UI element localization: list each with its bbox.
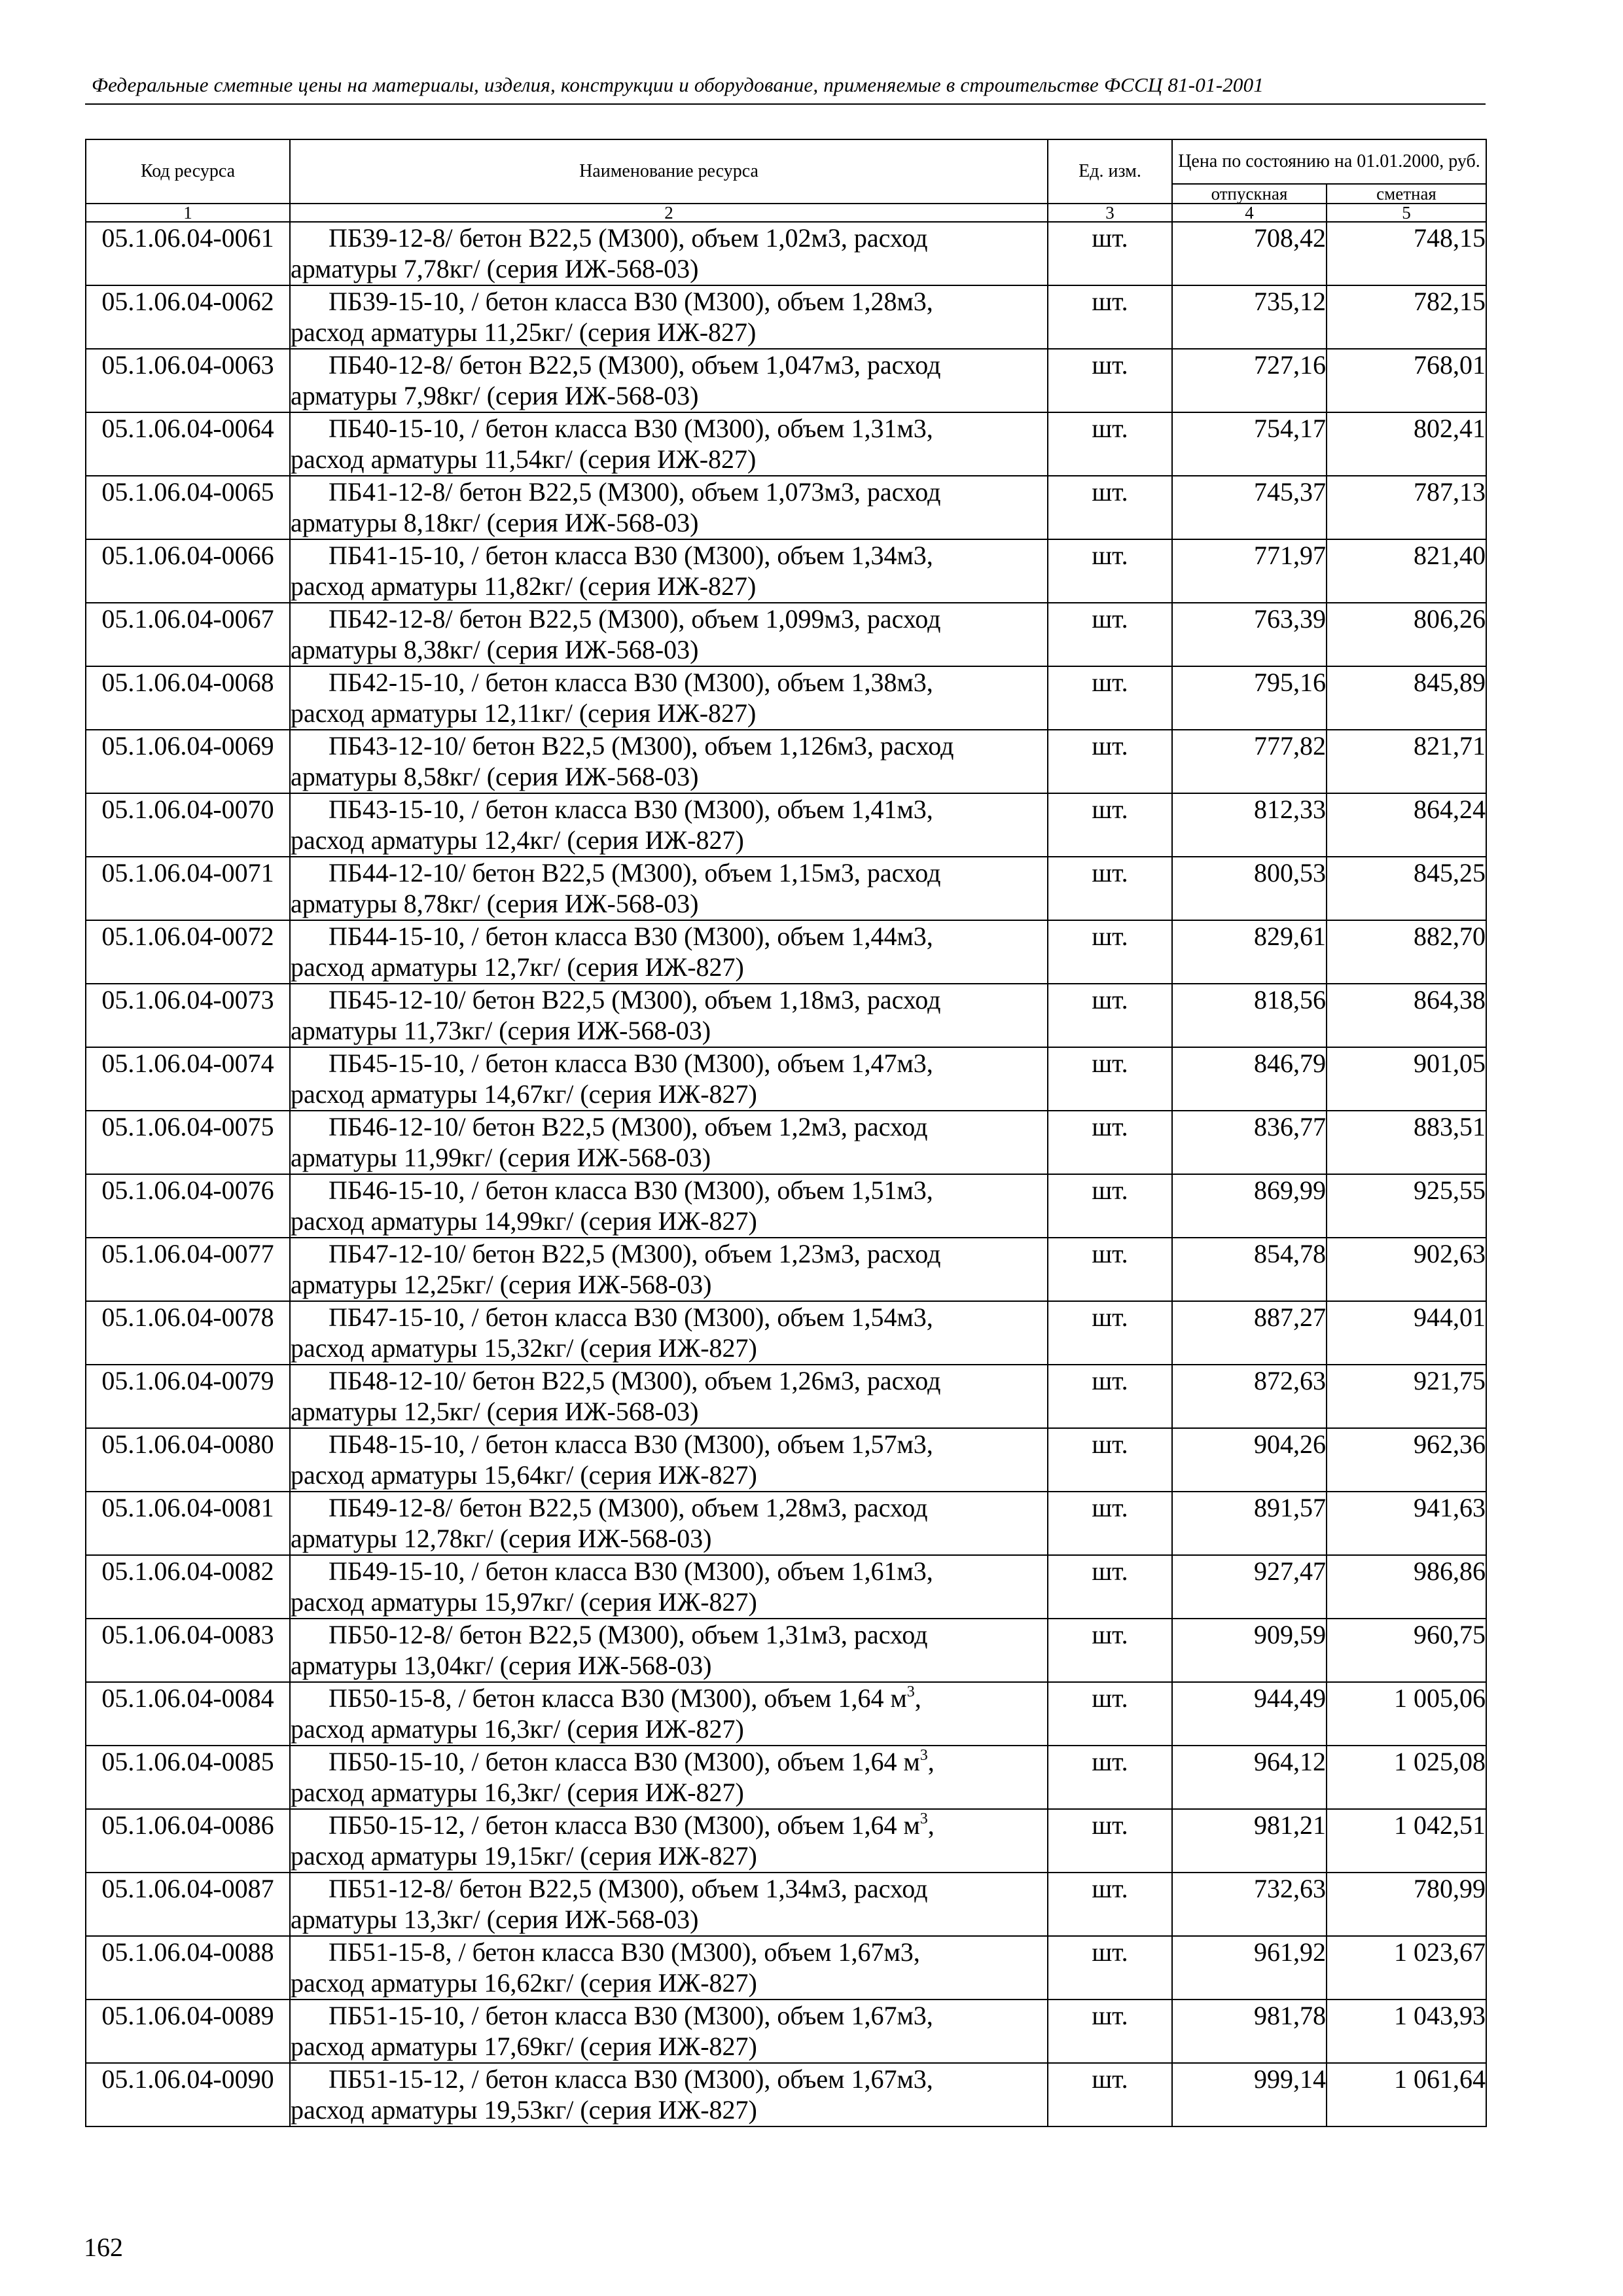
unit: шт. bbox=[1048, 730, 1172, 793]
resource-name-line bbox=[291, 350, 1047, 380]
unit: шт. bbox=[1048, 793, 1172, 857]
resource-name-line: арматуры 12,78кг/ (серия ИЖ-568-03) bbox=[291, 1524, 712, 1553]
resource-name-line: арматуры 8,78кг/ (серия ИЖ-568-03) bbox=[291, 889, 699, 918]
resource-name-line bbox=[291, 667, 1047, 698]
resource-name-line bbox=[291, 921, 1047, 952]
name-text: ПБ50-15-12, / бетон класса В30 (М300), объем 1,64 м bbox=[329, 1810, 920, 1840]
name-text: ПБ39-15-10, / бетон класса В30 (М300), объем 1,28м3, bbox=[329, 287, 933, 316]
name-text: ПБ50-12-8/ бетон В22,5 (М300), объем 1,31м3, расход bbox=[329, 1620, 928, 1649]
estimate-price: 1 023,67 bbox=[1327, 1936, 1486, 2000]
resource-name bbox=[290, 1428, 1048, 1492]
name-text: ПБ46-15-10, / бетон класса В30 (М300), объем 1,51м3, bbox=[329, 1175, 933, 1205]
resource-code: 05.1.06.04-0068 bbox=[86, 666, 290, 730]
unit: шт. bbox=[1048, 2063, 1172, 2126]
release-price: 964,12 bbox=[1172, 1746, 1327, 1809]
table-row bbox=[86, 1873, 1486, 1936]
resource-code: 05.1.06.04-0065 bbox=[86, 476, 290, 539]
table-row bbox=[86, 857, 1486, 920]
column-number: 3 bbox=[1048, 204, 1172, 222]
estimate-price: 960,75 bbox=[1327, 1619, 1486, 1682]
name-text: ПБ44-15-10, / бетон класса В30 (М300), объем 1,44м3, bbox=[329, 922, 933, 951]
unit: шт. bbox=[1048, 1365, 1172, 1428]
unit: шт. bbox=[1048, 349, 1172, 412]
resource-name-line: арматуры 13,3кг/ (серия ИЖ-568-03) bbox=[291, 1905, 699, 1934]
name-text: ПБ42-15-10, / бетон класса В30 (М300), объем 1,38м3, bbox=[329, 668, 933, 697]
resource-code: 05.1.06.04-0070 bbox=[86, 793, 290, 857]
resource-name bbox=[290, 730, 1048, 793]
resource-name-line: арматуры 8,38кг/ (серия ИЖ-568-03) bbox=[291, 635, 699, 664]
resource-name-line bbox=[291, 1810, 1047, 1840]
release-price: 727,16 bbox=[1172, 349, 1327, 412]
unit: шт. bbox=[1048, 1619, 1172, 1682]
release-price: 869,99 bbox=[1172, 1174, 1327, 1238]
resource-code: 05.1.06.04-0069 bbox=[86, 730, 290, 793]
resource-name bbox=[290, 412, 1048, 476]
unit: шт. bbox=[1048, 857, 1172, 920]
column-number: 4 bbox=[1172, 204, 1327, 222]
name-text: ПБ40-12-8/ бетон В22,5 (М300), объем 1,047м3, расход bbox=[329, 350, 941, 380]
resource-code: 05.1.06.04-0081 bbox=[86, 1492, 290, 1555]
resource-name-line: расход арматуры 16,3кг/ (серия ИЖ-827) bbox=[291, 1778, 744, 1807]
unit: шт. bbox=[1048, 603, 1172, 666]
table-row bbox=[86, 285, 1486, 349]
table-row bbox=[86, 1238, 1486, 1301]
name-text: ПБ47-15-10, / бетон класса В30 (М300), объем 1,54м3, bbox=[329, 1302, 933, 1332]
estimate-price: 944,01 bbox=[1327, 1301, 1486, 1365]
resource-name-line bbox=[291, 1492, 1047, 1523]
header-name: Наименование ресурса bbox=[290, 139, 1048, 204]
resource-code: 05.1.06.04-0064 bbox=[86, 412, 290, 476]
release-price: 999,14 bbox=[1172, 2063, 1327, 2126]
resource-name-line: расход арматуры 12,11кг/ (серия ИЖ-827) bbox=[291, 698, 757, 728]
unit: шт. bbox=[1048, 1746, 1172, 1809]
resource-name-line bbox=[291, 1048, 1047, 1079]
table-row bbox=[86, 1174, 1486, 1238]
release-price: 891,57 bbox=[1172, 1492, 1327, 1555]
unit: шт. bbox=[1048, 1111, 1172, 1174]
name-text: ПБ50-15-10, / бетон класса В30 (М300), объем 1,64 м bbox=[329, 1747, 920, 1776]
resource-code: 05.1.06.04-0088 bbox=[86, 1936, 290, 2000]
name-text: ПБ41-12-8/ бетон В22,5 (М300), объем 1,073м3, расход bbox=[329, 477, 941, 507]
name-tail: , bbox=[927, 1810, 935, 1840]
name-text: ПБ46-12-10/ бетон В22,5 (М300), объем 1,2м3, расход bbox=[329, 1112, 928, 1141]
resource-name-line bbox=[291, 1238, 1047, 1269]
resource-name-line: расход арматуры 19,15кг/ (серия ИЖ-827) bbox=[291, 1841, 757, 1871]
release-price: 846,79 bbox=[1172, 1047, 1327, 1111]
release-price: 795,16 bbox=[1172, 666, 1327, 730]
unit: шт. bbox=[1048, 1873, 1172, 1936]
resource-name bbox=[290, 1619, 1048, 1682]
resource-name-line bbox=[291, 1619, 1047, 1650]
resource-name-line: расход арматуры 11,54кг/ (серия ИЖ-827) bbox=[291, 444, 757, 474]
resource-name-line: арматуры 13,04кг/ (серия ИЖ-568-03) bbox=[291, 1651, 712, 1680]
table-row bbox=[86, 1301, 1486, 1365]
resource-name bbox=[290, 984, 1048, 1047]
release-price: 829,61 bbox=[1172, 920, 1327, 984]
resource-name bbox=[290, 666, 1048, 730]
name-text: ПБ45-12-10/ бетон В22,5 (М300), объем 1,18м3, расход bbox=[329, 985, 941, 1014]
resource-name-line bbox=[291, 857, 1047, 888]
name-tail: , bbox=[914, 1683, 921, 1713]
resource-name bbox=[290, 2000, 1048, 2063]
column-number: 5 bbox=[1327, 204, 1486, 222]
estimate-price: 845,89 bbox=[1327, 666, 1486, 730]
name-text: ПБ51-15-12, / бетон класса В30 (М300), объем 1,67м3, bbox=[329, 2064, 933, 2094]
resource-name bbox=[290, 349, 1048, 412]
unit: шт. bbox=[1048, 2000, 1172, 2063]
superscript: 3 bbox=[906, 1683, 915, 1700]
resource-name-line: арматуры 8,58кг/ (серия ИЖ-568-03) bbox=[291, 762, 699, 791]
estimate-price: 1 061,64 bbox=[1327, 2063, 1486, 2126]
resource-code: 05.1.06.04-0072 bbox=[86, 920, 290, 984]
name-text: ПБ47-12-10/ бетон В22,5 (М300), объем 1,23м3, расход bbox=[329, 1239, 941, 1268]
unit: шт. bbox=[1048, 1238, 1172, 1301]
running-header: Федеральные сметные цены на материалы, изделия, конструкции и оборудование, применяемые в строительстве ФССЦ 81-01-2001 bbox=[92, 73, 1264, 96]
name-text: ПБ43-15-10, / бетон класса В30 (М300), объем 1,41м3, bbox=[329, 795, 933, 824]
unit: шт. bbox=[1048, 476, 1172, 539]
estimate-price: 1 042,51 bbox=[1327, 1809, 1486, 1873]
unit: шт. bbox=[1048, 222, 1172, 285]
resource-name bbox=[290, 857, 1048, 920]
header-estimate-price: сметная bbox=[1327, 184, 1486, 204]
resource-name-line bbox=[291, 730, 1047, 761]
resource-name-line: расход арматуры 16,3кг/ (серия ИЖ-827) bbox=[291, 1714, 744, 1744]
name-text: ПБ50-15-8, / бетон класса В30 (М300), объем 1,64 м bbox=[329, 1683, 907, 1713]
unit: шт. bbox=[1048, 920, 1172, 984]
name-text: ПБ48-15-10, / бетон класса В30 (М300), объем 1,57м3, bbox=[329, 1429, 933, 1459]
estimate-price: 1 043,93 bbox=[1327, 2000, 1486, 2063]
name-text: ПБ51-15-10, / бетон класса В30 (М300), объем 1,67м3, bbox=[329, 2001, 933, 2030]
resource-name bbox=[290, 1555, 1048, 1619]
estimate-price: 883,51 bbox=[1327, 1111, 1486, 1174]
resource-name bbox=[290, 1682, 1048, 1746]
resource-name-line bbox=[291, 223, 1047, 253]
resource-name bbox=[290, 1809, 1048, 1873]
name-text: ПБ44-12-10/ бетон В22,5 (М300), объем 1,15м3, расход bbox=[329, 858, 941, 888]
resource-name bbox=[290, 222, 1048, 285]
name-text: ПБ51-15-8, / бетон класса В30 (М300), объем 1,67м3, bbox=[329, 1937, 920, 1967]
estimate-price: 821,40 bbox=[1327, 539, 1486, 603]
resource-name-line bbox=[291, 413, 1047, 444]
resource-code: 05.1.06.04-0074 bbox=[86, 1047, 290, 1111]
unit: шт. bbox=[1048, 1047, 1172, 1111]
resource-name bbox=[290, 1047, 1048, 1111]
unit: шт. bbox=[1048, 1492, 1172, 1555]
release-price: 904,26 bbox=[1172, 1428, 1327, 1492]
estimate-price: 1 025,08 bbox=[1327, 1746, 1486, 1809]
release-price: 771,97 bbox=[1172, 539, 1327, 603]
name-text: ПБ40-15-10, / бетон класса В30 (М300), объем 1,31м3, bbox=[329, 414, 933, 443]
unit: шт. bbox=[1048, 1428, 1172, 1492]
release-price: 927,47 bbox=[1172, 1555, 1327, 1619]
resource-name-line bbox=[291, 984, 1047, 1015]
release-price: 981,78 bbox=[1172, 2000, 1327, 2063]
resource-code: 05.1.06.04-0083 bbox=[86, 1619, 290, 1682]
resource-name-line: расход арматуры 14,99кг/ (серия ИЖ-827) bbox=[291, 1206, 757, 1236]
page-number: 162 bbox=[84, 2233, 123, 2262]
resource-name-line bbox=[291, 1175, 1047, 1206]
resource-code: 05.1.06.04-0080 bbox=[86, 1428, 290, 1492]
table-row bbox=[86, 222, 1486, 285]
resource-name-line bbox=[291, 476, 1047, 507]
table-row bbox=[86, 539, 1486, 603]
release-price: 872,63 bbox=[1172, 1365, 1327, 1428]
resource-name bbox=[290, 1365, 1048, 1428]
resource-name-line: расход арматуры 12,4кг/ (серия ИЖ-827) bbox=[291, 825, 744, 855]
resource-code: 05.1.06.04-0075 bbox=[86, 1111, 290, 1174]
resource-code: 05.1.06.04-0073 bbox=[86, 984, 290, 1047]
release-price: 800,53 bbox=[1172, 857, 1327, 920]
column-number: 2 bbox=[290, 204, 1048, 222]
resource-code: 05.1.06.04-0076 bbox=[86, 1174, 290, 1238]
table-row bbox=[86, 412, 1486, 476]
table-row bbox=[86, 1809, 1486, 1873]
name-text: ПБ51-12-8/ бетон В22,5 (М300), объем 1,34м3, расход bbox=[329, 1874, 928, 1903]
resource-name bbox=[290, 1111, 1048, 1174]
estimate-price: 782,15 bbox=[1327, 285, 1486, 349]
table-row bbox=[86, 793, 1486, 857]
header-release-price: отпускная bbox=[1172, 184, 1327, 204]
unit: шт. bbox=[1048, 984, 1172, 1047]
resource-name-line bbox=[291, 603, 1047, 634]
release-price: 777,82 bbox=[1172, 730, 1327, 793]
resource-code: 05.1.06.04-0079 bbox=[86, 1365, 290, 1428]
resource-name-line: расход арматуры 12,7кг/ (серия ИЖ-827) bbox=[291, 952, 744, 982]
header-unit: Ед. изм. bbox=[1048, 139, 1172, 204]
name-text: ПБ49-15-10, / бетон класса В30 (М300), объем 1,61м3, bbox=[329, 1556, 933, 1586]
estimate-price: 780,99 bbox=[1327, 1873, 1486, 1936]
release-price: 812,33 bbox=[1172, 793, 1327, 857]
resource-name bbox=[290, 1873, 1048, 1936]
resource-name-line: арматуры 8,18кг/ (серия ИЖ-568-03) bbox=[291, 508, 699, 537]
name-tail: , bbox=[927, 1747, 935, 1776]
release-price: 763,39 bbox=[1172, 603, 1327, 666]
name-text: ПБ41-15-10, / бетон класса В30 (М300), объем 1,34м3, bbox=[329, 541, 933, 570]
resource-code: 05.1.06.04-0067 bbox=[86, 603, 290, 666]
release-price: 981,21 bbox=[1172, 1809, 1327, 1873]
header-rule bbox=[85, 103, 1486, 105]
release-price: 961,92 bbox=[1172, 1936, 1327, 2000]
estimate-price: 748,15 bbox=[1327, 222, 1486, 285]
estimate-price: 925,55 bbox=[1327, 1174, 1486, 1238]
resource-name-line: арматуры 7,98кг/ (серия ИЖ-568-03) bbox=[291, 381, 699, 410]
resource-name bbox=[290, 2063, 1048, 2126]
resource-name bbox=[290, 1936, 1048, 2000]
table-row bbox=[86, 1746, 1486, 1809]
resource-code: 05.1.06.04-0087 bbox=[86, 1873, 290, 1936]
unit: шт. bbox=[1048, 666, 1172, 730]
table-row bbox=[86, 603, 1486, 666]
estimate-price: 787,13 bbox=[1327, 476, 1486, 539]
resource-name-line: расход арматуры 14,67кг/ (серия ИЖ-827) bbox=[291, 1079, 757, 1109]
estimate-price: 941,63 bbox=[1327, 1492, 1486, 1555]
resource-code: 05.1.06.04-0061 bbox=[86, 222, 290, 285]
name-text: ПБ45-15-10, / бетон класса В30 (М300), объем 1,47м3, bbox=[329, 1049, 933, 1078]
resource-name-line bbox=[291, 1873, 1047, 1904]
unit: шт. bbox=[1048, 539, 1172, 603]
table-row bbox=[86, 1619, 1486, 1682]
table-row bbox=[86, 2063, 1486, 2126]
table-row bbox=[86, 1936, 1486, 2000]
resource-name-line bbox=[291, 794, 1047, 825]
resource-code: 05.1.06.04-0086 bbox=[86, 1809, 290, 1873]
resource-name-line bbox=[291, 1937, 1047, 1967]
estimate-price: 864,24 bbox=[1327, 793, 1486, 857]
estimate-price: 921,75 bbox=[1327, 1365, 1486, 1428]
table-row bbox=[86, 920, 1486, 984]
resource-name bbox=[290, 1746, 1048, 1809]
estimate-price: 1 005,06 bbox=[1327, 1682, 1486, 1746]
name-text: ПБ39-12-8/ бетон В22,5 (М300), объем 1,02м3, расход bbox=[329, 223, 928, 253]
price-table bbox=[85, 139, 1487, 2127]
table-row bbox=[86, 1492, 1486, 1555]
resource-name-line: арматуры 12,25кг/ (серия ИЖ-568-03) bbox=[291, 1270, 712, 1299]
resource-code: 05.1.06.04-0062 bbox=[86, 285, 290, 349]
resource-name bbox=[290, 1301, 1048, 1365]
resource-name-line bbox=[291, 1365, 1047, 1396]
estimate-price: 902,63 bbox=[1327, 1238, 1486, 1301]
name-text: ПБ48-12-10/ бетон В22,5 (М300), объем 1,26м3, расход bbox=[329, 1366, 941, 1395]
superscript: 3 bbox=[919, 1747, 928, 1764]
unit: шт. bbox=[1048, 412, 1172, 476]
resource-name-line bbox=[291, 1746, 1047, 1777]
resource-name-line: арматуры 11,99кг/ (серия ИЖ-568-03) bbox=[291, 1143, 711, 1172]
name-text: ПБ42-12-8/ бетон В22,5 (М300), объем 1,099м3, расход bbox=[329, 604, 941, 634]
resource-name bbox=[290, 603, 1048, 666]
estimate-price: 806,26 bbox=[1327, 603, 1486, 666]
resource-name-line: расход арматуры 19,53кг/ (серия ИЖ-827) bbox=[291, 2095, 757, 2125]
resource-name-line bbox=[291, 1429, 1047, 1460]
resource-name-line bbox=[291, 1683, 1047, 1713]
resource-name bbox=[290, 1492, 1048, 1555]
resource-code: 05.1.06.04-0078 bbox=[86, 1301, 290, 1365]
release-price: 818,56 bbox=[1172, 984, 1327, 1047]
column-number: 1 bbox=[86, 204, 290, 222]
release-price: 887,27 bbox=[1172, 1301, 1327, 1365]
table-row bbox=[86, 1428, 1486, 1492]
estimate-price: 821,71 bbox=[1327, 730, 1486, 793]
table-body bbox=[86, 222, 1486, 2126]
resource-code: 05.1.06.04-0082 bbox=[86, 1555, 290, 1619]
resource-code: 05.1.06.04-0066 bbox=[86, 539, 290, 603]
unit: шт. bbox=[1048, 1555, 1172, 1619]
table-row bbox=[86, 984, 1486, 1047]
release-price: 754,17 bbox=[1172, 412, 1327, 476]
release-price: 836,77 bbox=[1172, 1111, 1327, 1174]
resource-name-line: расход арматуры 11,82кг/ (серия ИЖ-827) bbox=[291, 571, 757, 601]
resource-name bbox=[290, 793, 1048, 857]
estimate-price: 882,70 bbox=[1327, 920, 1486, 984]
release-price: 732,63 bbox=[1172, 1873, 1327, 1936]
unit: шт. bbox=[1048, 1301, 1172, 1365]
resource-name-line: расход арматуры 16,62кг/ (серия ИЖ-827) bbox=[291, 1968, 757, 1998]
resource-name-line bbox=[291, 1111, 1047, 1142]
resource-name-line: арматуры 12,5кг/ (серия ИЖ-568-03) bbox=[291, 1397, 699, 1426]
estimate-price: 768,01 bbox=[1327, 349, 1486, 412]
release-price: 909,59 bbox=[1172, 1619, 1327, 1682]
resource-name bbox=[290, 920, 1048, 984]
resource-name bbox=[290, 1174, 1048, 1238]
estimate-price: 864,38 bbox=[1327, 984, 1486, 1047]
resource-name-line: расход арматуры 15,32кг/ (серия ИЖ-827) bbox=[291, 1333, 757, 1363]
table-row bbox=[86, 1111, 1486, 1174]
superscript: 3 bbox=[919, 1810, 928, 1827]
table-row bbox=[86, 1682, 1486, 1746]
resource-code: 05.1.06.04-0089 bbox=[86, 2000, 290, 2063]
table-row bbox=[86, 666, 1486, 730]
resource-code: 05.1.06.04-0071 bbox=[86, 857, 290, 920]
header-code: Код ресурса bbox=[86, 139, 290, 204]
release-price: 854,78 bbox=[1172, 1238, 1327, 1301]
header-price-group: Цена по состоянию на 01.01.2000, руб. bbox=[1172, 139, 1486, 184]
resource-name-line bbox=[291, 286, 1047, 317]
release-price: 708,42 bbox=[1172, 222, 1327, 285]
unit: шт. bbox=[1048, 285, 1172, 349]
resource-name bbox=[290, 476, 1048, 539]
table-row bbox=[86, 1365, 1486, 1428]
resource-name bbox=[290, 285, 1048, 349]
name-text: ПБ49-12-8/ бетон В22,5 (М300), объем 1,28м3, расход bbox=[329, 1493, 928, 1522]
resource-name bbox=[290, 1238, 1048, 1301]
resource-code: 05.1.06.04-0077 bbox=[86, 1238, 290, 1301]
estimate-price: 802,41 bbox=[1327, 412, 1486, 476]
estimate-price: 986,86 bbox=[1327, 1555, 1486, 1619]
resource-code: 05.1.06.04-0063 bbox=[86, 349, 290, 412]
resource-name-line bbox=[291, 540, 1047, 571]
resource-name-line: расход арматуры 11,25кг/ (серия ИЖ-827) bbox=[291, 317, 757, 347]
resource-name-line: арматуры 11,73кг/ (серия ИЖ-568-03) bbox=[291, 1016, 711, 1045]
estimate-price: 962,36 bbox=[1327, 1428, 1486, 1492]
resource-code: 05.1.06.04-0084 bbox=[86, 1682, 290, 1746]
unit: шт. bbox=[1048, 1809, 1172, 1873]
table-row bbox=[86, 1555, 1486, 1619]
resource-name-line: арматуры 7,78кг/ (серия ИЖ-568-03) bbox=[291, 254, 699, 283]
unit: шт. bbox=[1048, 1682, 1172, 1746]
table-row bbox=[86, 476, 1486, 539]
name-text: ПБ43-12-10/ бетон В22,5 (М300), объем 1,126м3, расход bbox=[329, 731, 954, 761]
release-price: 944,49 bbox=[1172, 1682, 1327, 1746]
resource-name-line: расход арматуры 15,64кг/ (серия ИЖ-827) bbox=[291, 1460, 757, 1490]
resource-name-line bbox=[291, 1556, 1047, 1587]
unit: шт. bbox=[1048, 1936, 1172, 2000]
estimate-price: 901,05 bbox=[1327, 1047, 1486, 1111]
resource-code: 05.1.06.04-0090 bbox=[86, 2063, 290, 2126]
table-row bbox=[86, 349, 1486, 412]
resource-name-line bbox=[291, 1302, 1047, 1333]
resource-name bbox=[290, 539, 1048, 603]
estimate-price: 845,25 bbox=[1327, 857, 1486, 920]
resource-code: 05.1.06.04-0085 bbox=[86, 1746, 290, 1809]
resource-name-line bbox=[291, 2064, 1047, 2094]
resource-name-line: расход арматуры 17,69кг/ (серия ИЖ-827) bbox=[291, 2032, 757, 2061]
resource-name-line: расход арматуры 15,97кг/ (серия ИЖ-827) bbox=[291, 1587, 757, 1617]
resource-name-line bbox=[291, 2000, 1047, 2031]
release-price: 745,37 bbox=[1172, 476, 1327, 539]
table-row bbox=[86, 1047, 1486, 1111]
table-row bbox=[86, 730, 1486, 793]
unit: шт. bbox=[1048, 1174, 1172, 1238]
table-row bbox=[86, 2000, 1486, 2063]
release-price: 735,12 bbox=[1172, 285, 1327, 349]
